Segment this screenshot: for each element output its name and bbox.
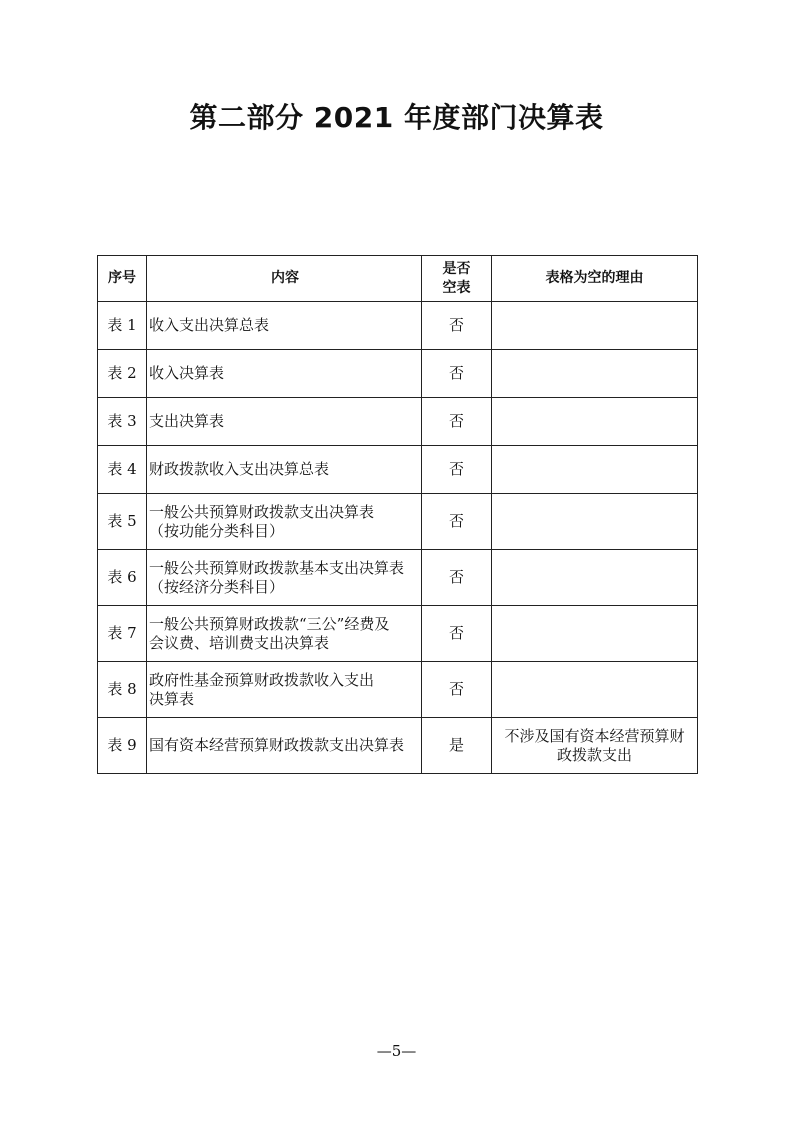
row-content-cell: 财政拨款收入支出决算总表 <box>147 446 422 494</box>
row-content-cell: 政府性基金预算财政拨款收入支出 决算表 <box>147 662 422 718</box>
row-no-cell: 表 8 <box>98 662 147 718</box>
row-no-cell: 表 9 <box>98 718 147 774</box>
row-is-empty-cell: 否 <box>422 550 492 606</box>
row-reason-cell <box>492 550 698 606</box>
header-content: 内容 <box>147 256 422 302</box>
row-reason-cell <box>492 350 698 398</box>
table-row <box>98 398 698 446</box>
table-row <box>98 446 698 494</box>
page-number: —5— <box>376 1042 417 1060</box>
row-no-cell: 表 4 <box>98 446 147 494</box>
row-is-empty-cell: 是 <box>422 718 492 774</box>
row-reason-cell <box>492 302 698 350</box>
header-is-empty: 是否 空表 <box>422 256 492 302</box>
row-is-empty-cell: 否 <box>422 350 492 398</box>
row-reason-cell <box>492 606 698 662</box>
budget-table-index <box>97 255 698 774</box>
row-is-empty-cell: 否 <box>422 398 492 446</box>
row-is-empty-cell: 否 <box>422 302 492 350</box>
row-no-cell: 表 5 <box>98 494 147 550</box>
table-row <box>98 302 698 350</box>
header-no: 序号 <box>98 256 147 302</box>
table-row <box>98 606 698 662</box>
row-no-cell: 表 3 <box>98 398 147 446</box>
row-is-empty-cell: 否 <box>422 494 492 550</box>
row-content-cell: 收入决算表 <box>147 350 422 398</box>
table-header-row <box>98 256 698 302</box>
row-reason-cell: 不涉及国有资本经营预算财 政拨款支出 <box>492 718 698 774</box>
row-is-empty-cell: 否 <box>422 662 492 718</box>
row-content-cell: 国有资本经营预算财政拨款支出决算表 <box>147 718 422 774</box>
table-row <box>98 662 698 718</box>
row-no-cell: 表 7 <box>98 606 147 662</box>
row-content-cell: 一般公共预算财政拨款“三公”经费及 会议费、培训费支出决算表 <box>147 606 422 662</box>
row-content-cell: 支出决算表 <box>147 398 422 446</box>
row-content-cell: 一般公共预算财政拨款基本支出决算表 （按经济分类科目） <box>147 550 422 606</box>
row-reason-cell <box>492 494 698 550</box>
row-no-cell: 表 1 <box>98 302 147 350</box>
row-is-empty-cell: 否 <box>422 606 492 662</box>
table-row <box>98 494 698 550</box>
page-title: 第二部分 2021 年度部门决算表 <box>189 101 604 134</box>
table-row <box>98 350 698 398</box>
row-no-cell: 表 6 <box>98 550 147 606</box>
row-content-cell: 一般公共预算财政拨款支出决算表 （按功能分类科目） <box>147 494 422 550</box>
row-is-empty-cell: 否 <box>422 446 492 494</box>
table-row <box>98 718 698 774</box>
row-reason-cell <box>492 398 698 446</box>
row-reason-cell <box>492 662 698 718</box>
row-content-cell: 收入支出决算总表 <box>147 302 422 350</box>
table-row <box>98 550 698 606</box>
row-reason-cell <box>492 446 698 494</box>
row-no-cell: 表 2 <box>98 350 147 398</box>
header-reason: 表格为空的理由 <box>492 256 698 302</box>
